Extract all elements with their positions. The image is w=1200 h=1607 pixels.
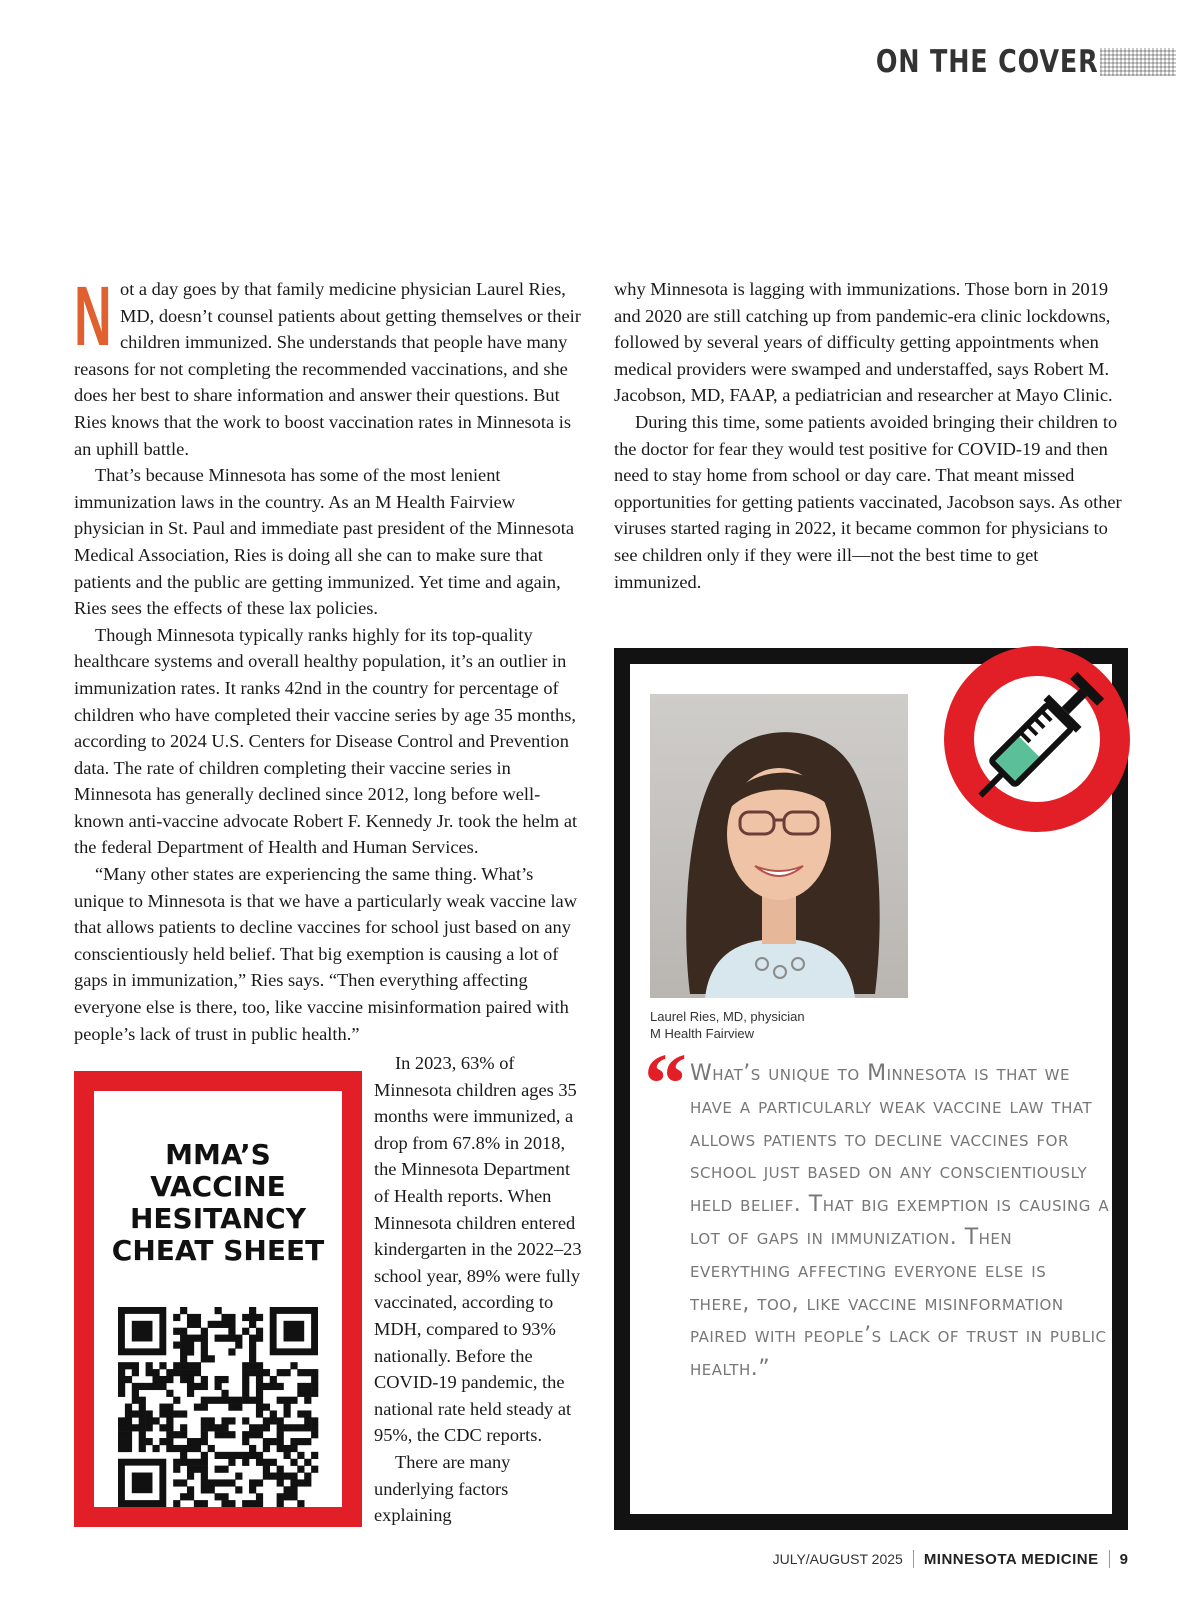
magazine-name: MINNESOTA MEDICINE: [923, 1550, 1099, 1568]
pull-quote-text: What’s unique to Minnesota is that we have a particularly weak vaccine law that allows patients to decline vaccines for school just based on any conscientiously held belief. That big exemption is causing a lot of gaps in immunization. Then everything affecting everyone else is there, too, like vaccine misinformation paired with people’s lack of trust in public health.”: [690, 1061, 1110, 1382]
article-column-right: [614, 276, 1128, 595]
cheat-sheet-title: MMA’S VACCINE HESITANCY CHEAT SHEET: [111, 1138, 325, 1267]
paragraph: That’s because Minnesota has some of the most lenient immunization laws in the country. As an M Health Fairview physician in St. Paul and immediate past president of the Minnesota Medical Association, Ries is doing all she can to make sure that patients and the public are getting immunized. Yet time and again, Ries sees the effects of these lax policies.: [74, 465, 575, 619]
paragraph: There are many underlying factors explaining: [374, 1451, 511, 1526]
footer-divider: [913, 1550, 914, 1568]
paragraph: “Many other states are experiencing the same thing. What’s unique to Minnesota is that we have a particularly weak vaccine law that allows patients to decline vaccines for school just based on any conscientiously held belief. That big exemption is causing a lot of gaps in immunization,” Ries says. “Then everything affecting everyone else is there, too, like vaccine misinformation paired with people’s lack of trust in public health.”: [74, 864, 578, 1044]
article-column-left: [74, 269, 586, 1047]
quote-mark: “: [644, 1035, 687, 1131]
no-syringe-icon: [934, 636, 1140, 842]
qr-code[interactable]: [114, 1307, 322, 1507]
header-pattern: [1100, 48, 1176, 76]
paragraph: In 2023, 63% of Minnesota children ages 35 months were immunized, a drop from 67.8% in 2018, the Minnesota Department of Health reports. When Minnesota children entered kindergarten in the 2022–23 school year, 89% were fully vaccinated, according to MDH, compared to 93% nationally. Before the COVID-19 pandemic, the national rate held steady at 95%, the CDC reports.: [374, 1053, 582, 1446]
cheat-sheet-box[interactable]: [74, 1071, 362, 1527]
issue-date: JULY/AUGUST 2025: [772, 1551, 903, 1567]
cheat-sheet-inner: [94, 1091, 342, 1507]
page-footer: [773, 1550, 1128, 1568]
footer-divider: [1109, 1550, 1110, 1568]
paragraph: Though Minnesota typically ranks highly for its top-quality healthcare systems and overall healthy population, it’s an outlier in immunization rates. It ranks 42nd in the country for percentage of children who have completed their vaccine series by age 35 months, according to 2024 U.S. Centers for Disease Control and Prevention data. The rate of children completing their vaccine series in Minnesota has generally declined since 2012, long before well-known anti-vaccine advocate Robert F. Kennedy Jr. took the helm at the federal Department of Health and Human Services.: [74, 624, 578, 858]
section-header: [827, 42, 1176, 82]
article-column-narrow: [374, 1050, 588, 1529]
portrait-photo: [650, 694, 908, 998]
paragraph: why Minnesota is lagging with immunizations. Those born in 2019 and 2020 are still catching up from pandemic-era clinic lockdowns, followed by several years of difficulty getting appointments when medical providers were swamped and understaffed, says Robert M. Jacobson, MD, FAAP, a pediatrician and researcher at Mayo Clinic.: [614, 279, 1113, 406]
section-title: ON THE COVER: [875, 44, 1098, 80]
paragraph: During this time, some patients avoided bringing their children to the doctor for fear they would test positive for COVID-19 and then need to stay home from school or day care. That meant missed opportunities for getting patients vaccinated, Jacobson says. As other viruses started raging in 2022, it became common for physicians to see children only if they were ill—not the best time to get immunized.: [614, 411, 1122, 592]
drop-cap: N: [74, 269, 112, 363]
photo-caption: Laurel Ries, MD, physician M Health Fairview: [650, 1009, 805, 1041]
paragraph: Not a day goes by that family medicine physician Laurel Ries, MD, doesn’t counsel patients about getting themselves or their children immunized. She understands that people have many reasons for not completing the recommended vaccinations, and she does her best to share information and answer their questions. But Ries knows that the work to boost vaccination rates in Minnesota is an uphill battle.: [74, 269, 581, 459]
page-number: 9: [1119, 1550, 1128, 1568]
